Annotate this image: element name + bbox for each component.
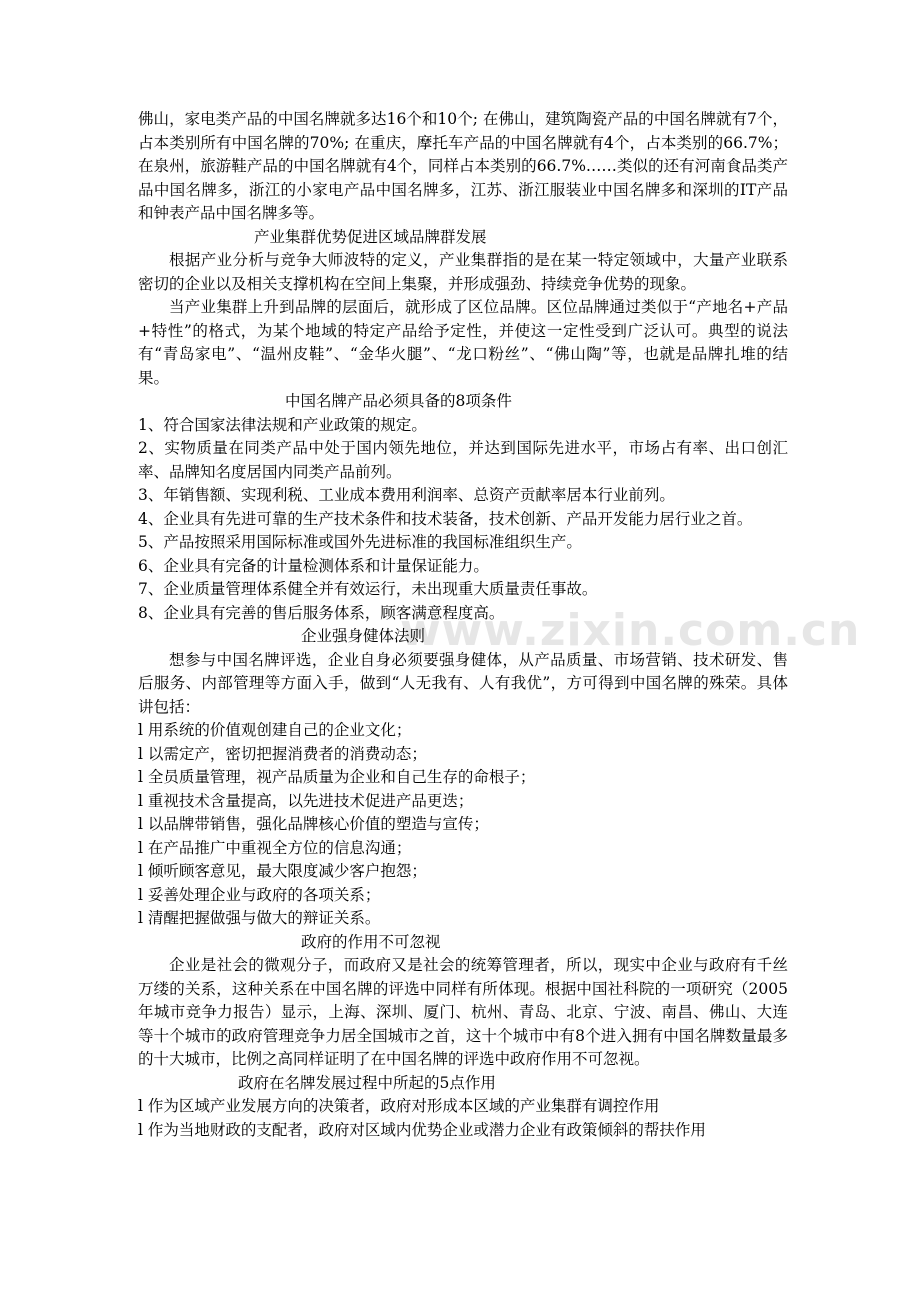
list-item: l 以需定产，密切把握消费者的消费动态； [138, 744, 427, 763]
section-heading-eight-conditions: 中国名牌产品必须具备的8项条件 [285, 392, 512, 410]
paragraph-cluster-definition: 根据产业分析与竞争大师波特的定义，产业集群指的是在某一特定领域中，大量产业联系密切的企业以及相关支撑机构在空间上集聚，并形成强劲、持续竞争优势的现象。 [138, 251, 788, 293]
section-heading-five-roles: 政府在名牌发展过程中所起的5点作用 [238, 1073, 496, 1092]
section-heading-enterprise-strength: 企业强身健体法则 [301, 627, 426, 645]
paragraph-government-role: 企业是社会的微观分子，而政府又是社会的统筹管理者，所以，现实中企业与政府有千丝万缕的关系，这种关系在中国名牌的评选中同样有所体现。根据中国社科院的一项研究（2005年城市竞争力报告）显示，上海、深圳、厦门、杭州、青岛、北京、宁波、南昌、佛山、大连等十个城市的政府管理竞争力居全国城市之首，这十个城市中有8个进入拥有中国名牌数量最多的十大城市，比例之高同样证明了在中国名牌的评选中政府作用不可忽视。 [138, 956, 788, 1068]
list-item: 6、企业具有完备的计量检测体系和计量保证能力。 [138, 556, 489, 575]
list-item: l 重视技术含量提高，以先进技术促进产品更迭； [138, 791, 474, 810]
list-item: 4、企业具有先进可靠的生产技术条件和技术装备，技术创新、产品开发能力居行业之首。 [138, 509, 753, 528]
section-heading-cluster: 产业集群优势促进区域品牌群发展 [254, 227, 487, 246]
list-item: 8、企业具有完善的售后服务体系，顾客满意程度高。 [138, 603, 505, 622]
list-item: l 作为区域产业发展方向的决策者，政府对形成本区域的产业集群有调控作用 [138, 1097, 660, 1115]
list-item: l 清醒把握做强与做大的辩证关系。 [138, 909, 381, 927]
section-heading-government-role: 政府的作用不可忽视 [301, 932, 441, 951]
list-item: 5、产品按照采用国际标准或国外先进标准的我国标准组织生产。 [138, 533, 582, 551]
list-item: l 全员质量管理，视产品质量为企业和自己生存的命根子； [138, 768, 536, 786]
list-item: 2、实物质量在同类产品中处于国内领先地位，并达到国际先进水平，市场占有率、出口创汇率、品牌知名度居国内同类产品前列。 [138, 439, 788, 481]
intro-paragraph: 佛山，家电类产品的中国名牌就多达16个和10个; 在佛山，建筑陶瓷产品的中国名牌就有7个，占本类别所有中国名牌的70%; 在重庆，摩托车产品的中国名牌就有4个，占本类别的66.7%；在泉州，旅游鞋产品的中国名牌就有4个，同样占本类别的66.7%……类似的还有河南食品类产品中国名牌多，浙江的小家电产品中国名牌多，江苏、浙江服装业中国名牌多和深圳的IT产品和钟表产品中国名牌多等。 [138, 110, 788, 222]
list-item: 7、企业质量管理体系健全并有效运行，未出现重大质量责任事故。 [138, 580, 598, 598]
list-item: 1、符合国家法律法规和产业政策的规定。 [138, 415, 427, 434]
list-item: l 以品牌带销售，强化品牌核心价值的塑造与宣传； [138, 815, 489, 833]
list-item: l 妥善处理企业与政府的各项关系； [138, 885, 381, 904]
list-item: l 倾听顾客意见，最大限度减少客户抱怨； [138, 862, 427, 880]
list-item: l 作为当地财政的支配者，政府对区域内优势企业或潜力企业有政策倾斜的帮扶作用 [138, 1120, 706, 1139]
list-item: l 在产品推广中重视全方位的信息沟通； [138, 838, 412, 857]
list-item: 3、年销售额、实现利税、工业成本费用利润率、总资产贡献率居本行业前列。 [138, 486, 675, 504]
paragraph-regional-brand: 当产业集群上升到品牌的层面后，就形成了区位品牌。区位品牌通过类似于“产地名+产品+特性”的格式，为某个地域的特定产品给予定性，并使这一定性受到广泛认可。典型的说法有“青岛家电”、“温州皮鞋”、“金华火腿”、“龙口粉丝”、“佛山陶”等，也就是品牌扎堆的结果。 [138, 298, 788, 387]
list-item: l 用系统的价值观创建自己的企业文化； [138, 721, 412, 739]
watermark: www.zixin.com.cn [400, 605, 861, 656]
document-page [138, 108, 788, 1142]
paragraph-enterprise-strength: 想参与中国名牌评选，企业自身必须要强身健体，从产品质量、市场营销、技术研发、售后服务、内部管理等方面入手，做到“人无我有、人有我优”，方可得到中国名牌的殊荣。具体讲包括： [138, 650, 788, 716]
